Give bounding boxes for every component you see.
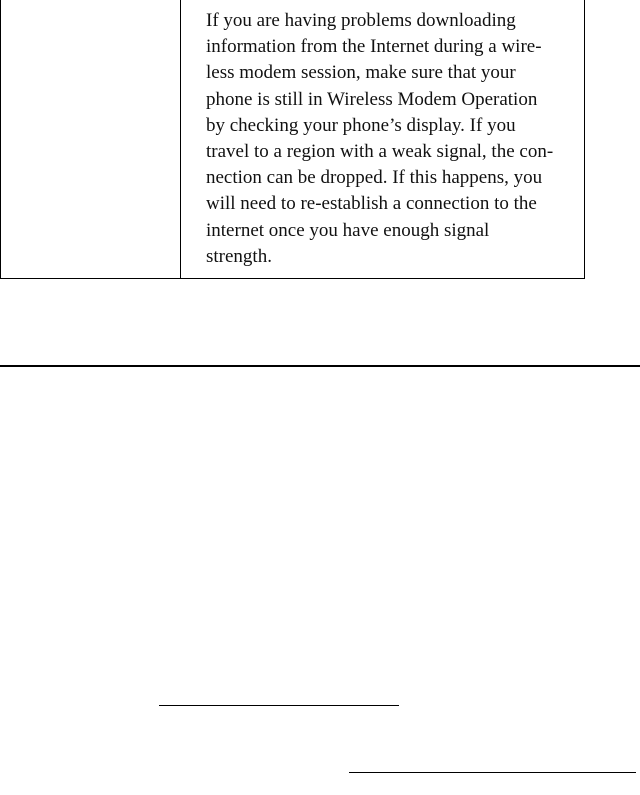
note-line: nection can be dropped. If this happens, you [206, 167, 543, 189]
note-line: strength. [206, 245, 272, 267]
note-left-cell [1, 0, 181, 278]
note-line: will need to re-establish a connection to the [206, 193, 537, 215]
note-line: less modem session, make sure that your [206, 62, 516, 84]
note-line: internet once you have enough signal [206, 219, 490, 241]
note-text-cell [181, 0, 584, 278]
note-line: If you are having problems downloading [206, 10, 516, 31]
note-line: by checking your phone’s display. If you [206, 114, 516, 136]
note-line: information from the Internet during a wire- [206, 36, 542, 58]
short-divider-rule [159, 705, 399, 706]
note-line: travel to a region with a weak signal, the con- [206, 141, 554, 163]
note-table [0, 0, 585, 279]
bottom-divider-rule [349, 772, 636, 773]
section-divider-rule [0, 365, 640, 367]
note-line: phone is still in Wireless Modem Operation [206, 88, 538, 110]
